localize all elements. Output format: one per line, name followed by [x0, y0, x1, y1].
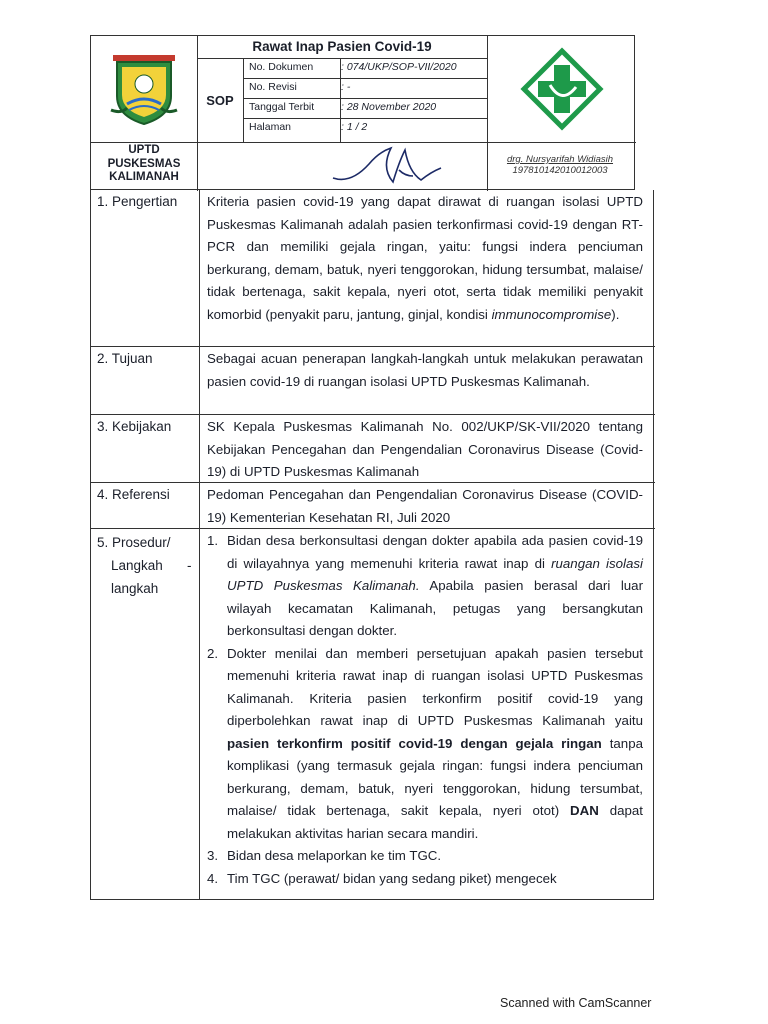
section-text: Sebagai acuan penerapan langkah-langkah untuk melakukan perawatan pasien covid-19 di ruangan isolasi UPTD Puskesmas Kalimanah. — [207, 351, 643, 389]
section-kebijakan — [91, 415, 655, 483]
list-item: 4. Tim TGC (perawat/ bidan yang sedang piket) mengecek — [207, 870, 557, 886]
org-name: UPTD PUSKESMAS KALIMANAH — [107, 144, 181, 183]
section-label: 1. Pengertian — [97, 194, 178, 209]
section-label: 4. Referensi — [97, 487, 170, 502]
sop-label: SOP — [206, 92, 234, 108]
signature-mark — [281, 142, 461, 192]
section-label: 5. Prosedur/ Langkah - langkah — [97, 535, 192, 596]
section-pengertian — [91, 190, 655, 347]
list-item: 3. Bidan desa melaporkan ke tim TGC. — [207, 848, 442, 863]
list-item: 2. Dokter menilai dan memberi persetujuan apakah pasien tersebut memenuhi kriteria rawat inap di ruangan isolasi UPTD Puskesmas Kalimanah. Kriteria pasien terkonfirm positif covid-19 yang diperbolehkan rawat inap di UPTD Puskesmas Kalimanah yaitu pasien terkonfirm positif covid-19 dengan gejala ringan tanpa komplikasi (yang termasuk gejala ringan: fungsi indera penciuman berkurang, demam, batuk, nyeri tenggorokan, hidung tersumbat, malaise/ tidak bertenaga, sakit kepala, nyeri otot) DAN dapat melakukan aktivitas harian secara mandiri. — [207, 645, 643, 841]
signer-name: drg. Nursyarifah Widiasih — [506, 154, 614, 165]
meta-row-page: Halaman : 1 / 2 — [249, 121, 368, 133]
doc-title: Rawat Inap Pasien Covid-19 — [252, 39, 432, 54]
sop-header-table — [90, 35, 635, 190]
signer-nip: 197810142010012003 — [512, 165, 608, 176]
section-referensi — [91, 483, 655, 529]
sop-body-table — [90, 190, 654, 900]
section-text: SK Kepala Puskesmas Kalimanah No. 002/UKP/SK-VII/2020 tentang Kebijakan Pencegahan dan Pengendalian Coronavirus Disease (Covid-19) di UPTD Puskesmas Kalimanah — [207, 419, 643, 479]
procedure-steps — [207, 530, 643, 890]
section-text: Pedoman Pencegahan dan Pengendalian Coronavirus Disease (COVID-19) Kementerian Kesehatan RI, Juli 2020 — [207, 487, 643, 525]
section-label: 2. Tujuan — [97, 351, 153, 366]
puskesmas-cross-icon — [487, 36, 636, 142]
section-text: Kriteria pasien covid-19 yang dapat dirawat di ruangan isolasi UPTD Puskesmas Kalimanah adalah pasien terkonfirmasi covid-19 dengan RT-PCR dan memiliki gejala ringan, yaitu: fungsi indera penciuman berkurang, demam, batuk, nyeri tenggorokan, hidung tersumbat, malaise/ tidak bertenaga, sakit kepala, nyeri otot, serta tidak memiliki penyakit komorbid (penyakit paru, jantung, ginjal, kondisi immunocompromise). — [207, 194, 643, 322]
section-tujuan — [91, 347, 655, 415]
regency-logo — [91, 36, 197, 142]
meta-row-revision: No. Revisi : - — [249, 81, 351, 93]
meta-row-issue-date: Tanggal Terbit : 28 November 2020 — [249, 101, 437, 113]
meta-row-doc-number: No. Dokumen : 074/UKP/SOP-VII/2020 — [249, 61, 457, 73]
signer-block — [487, 154, 633, 176]
section-prosedur — [91, 529, 655, 900]
section-label: 3. Kebijakan — [97, 419, 172, 434]
list-item: 1. Bidan desa berkonsultasi dengan dokter apabila ada pasien covid-19 di wilayahnya yang memenuhi kriteria rawat inap di ruangan isolasi UPTD Puskesmas Kalimanah. Apabila pasien berasal dari luar wilayah kecamatan Kalimanah, petugas yang bersangkutan berkonsultasi dengan dokter. — [207, 533, 643, 638]
scanner-watermark: Scanned with CamScanner — [500, 996, 652, 1010]
